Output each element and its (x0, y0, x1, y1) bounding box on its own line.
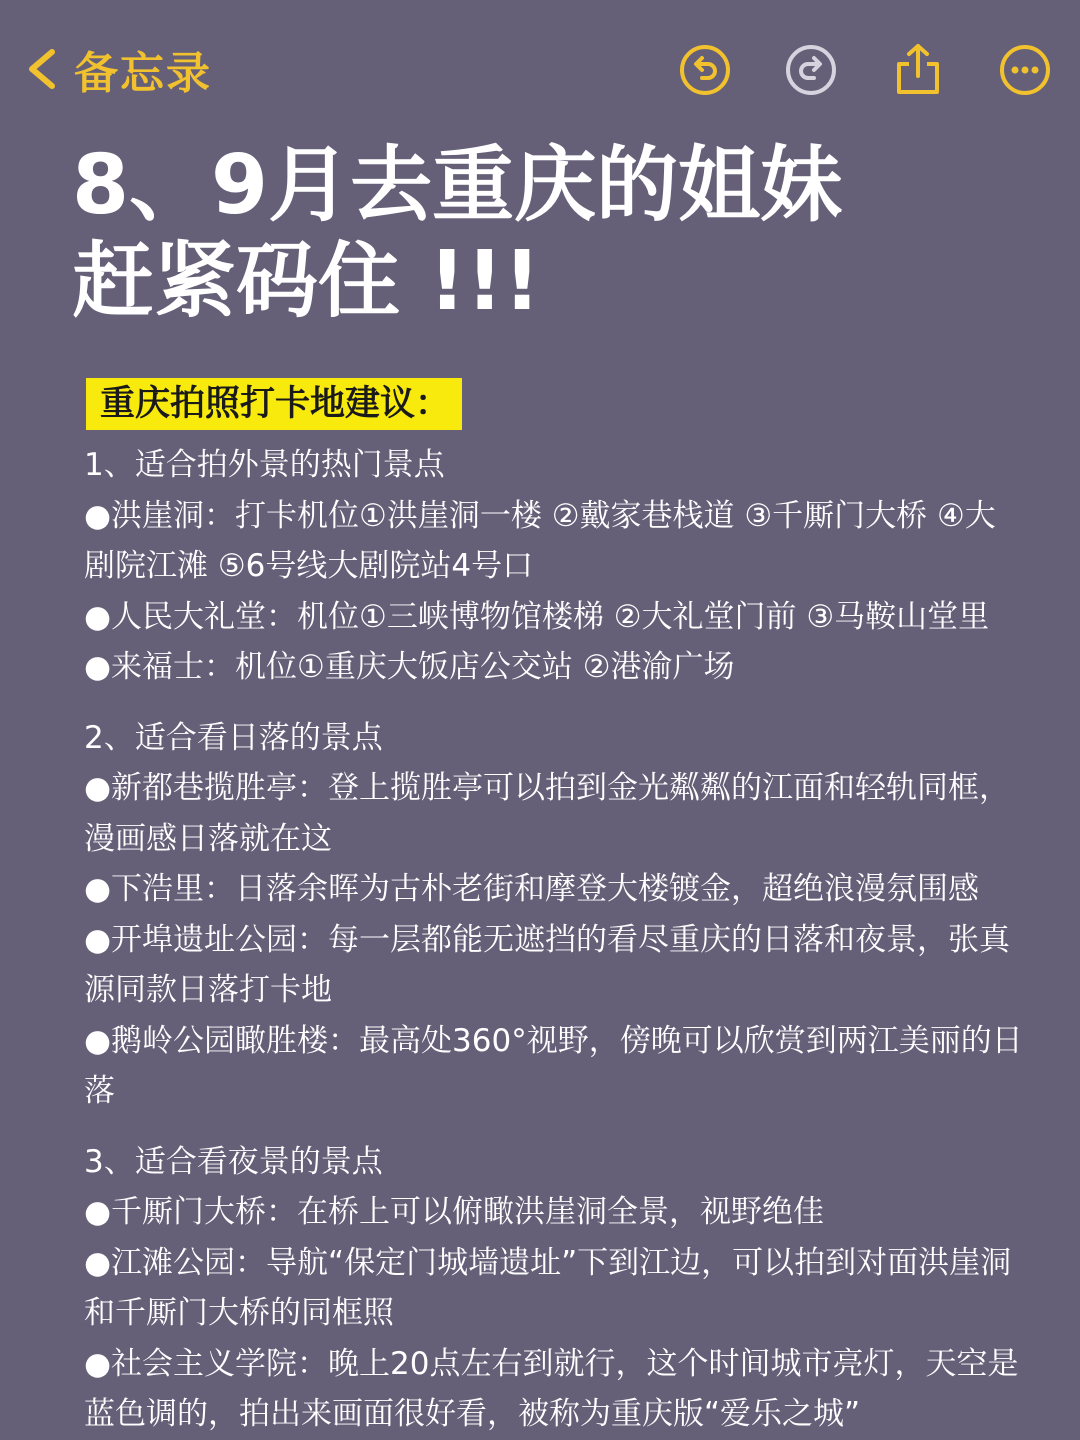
chevron-left-icon (22, 44, 62, 94)
back-label: 备忘录 (74, 48, 212, 99)
share-icon (890, 42, 946, 98)
list-item: ●来福士：机位①重庆大饭店公交站 ②港渝广场 (84, 649, 735, 685)
note-body (84, 440, 1024, 1440)
list-item: ●人民大礼堂：机位①三峡博物馆楼梯 ②大礼堂门前 ③马鞍山堂里 (84, 598, 990, 635)
list-item: ●江滩公园：导航“保定门城墙遗址”下到江边，可以拍到对面洪崖洞和千厮门大桥的同框照 (84, 1244, 1012, 1331)
undo-button[interactable] (677, 42, 733, 98)
section-night-view (84, 1137, 1024, 1440)
share-button[interactable] (890, 42, 946, 98)
section-heading: 2、适合看日落的景点 (84, 719, 383, 756)
section-sunset (84, 713, 1024, 1117)
back-button[interactable] (22, 34, 212, 104)
list-item: ●鹅岭公园瞰胜楼：最高处360°视野，傍晚可以欣赏到两江美丽的日落 (84, 1022, 1023, 1109)
note-title (72, 138, 1032, 330)
redo-icon (783, 42, 839, 98)
section-spacer (84, 693, 1024, 713)
list-item: ●洪崖洞：打卡机位①洪崖洞一楼 ②戴家巷栈道 ③千厮门大桥 ④大剧院江滩 ⑤6号线大剧院站4号口 (84, 497, 996, 584)
redo-button[interactable] (783, 42, 839, 98)
section-heading: 3、适合看夜景的景点 (84, 1143, 383, 1180)
more-icon (997, 42, 1053, 98)
highlighted-subtitle: 重庆拍照打卡地建议： (86, 378, 462, 430)
list-item: ●千厮门大桥：在桥上可以俯瞰洪崖洞全景，视野绝佳 (84, 1194, 825, 1230)
more-button[interactable] (997, 42, 1053, 98)
list-item: ●开埠遗址公园：每一层都能无遮挡的看尽重庆的日落和夜景，张真源同款日落打卡地 (84, 921, 1011, 1008)
note-title-line-2: 赶紧码住 !!! (72, 234, 541, 329)
note-title-line-1: 8、9月去重庆的姐妹 (72, 138, 843, 233)
section-outdoor (84, 440, 1024, 693)
list-item: ●下浩里：日落余晖为古朴老街和摩登大楼镀金，超绝浪漫氛围感 (84, 871, 980, 907)
top-toolbar (0, 0, 1080, 140)
list-item: ●社会主义学院：晚上20点左右到就行，这个时间城市亮灯，天空是蓝色调的，拍出来画面很好看，被称为重庆版“爱乐之城” (84, 1345, 1019, 1432)
list-item: ●新都巷揽胜亭：登上揽胜亭可以拍到金光粼粼的江面和轻轨同框，漫画感日落就在这 (84, 770, 1011, 857)
section-heading: 1、适合拍外景的热门景点 (84, 447, 445, 483)
section-spacer (84, 1117, 1024, 1137)
undo-icon (677, 42, 733, 98)
